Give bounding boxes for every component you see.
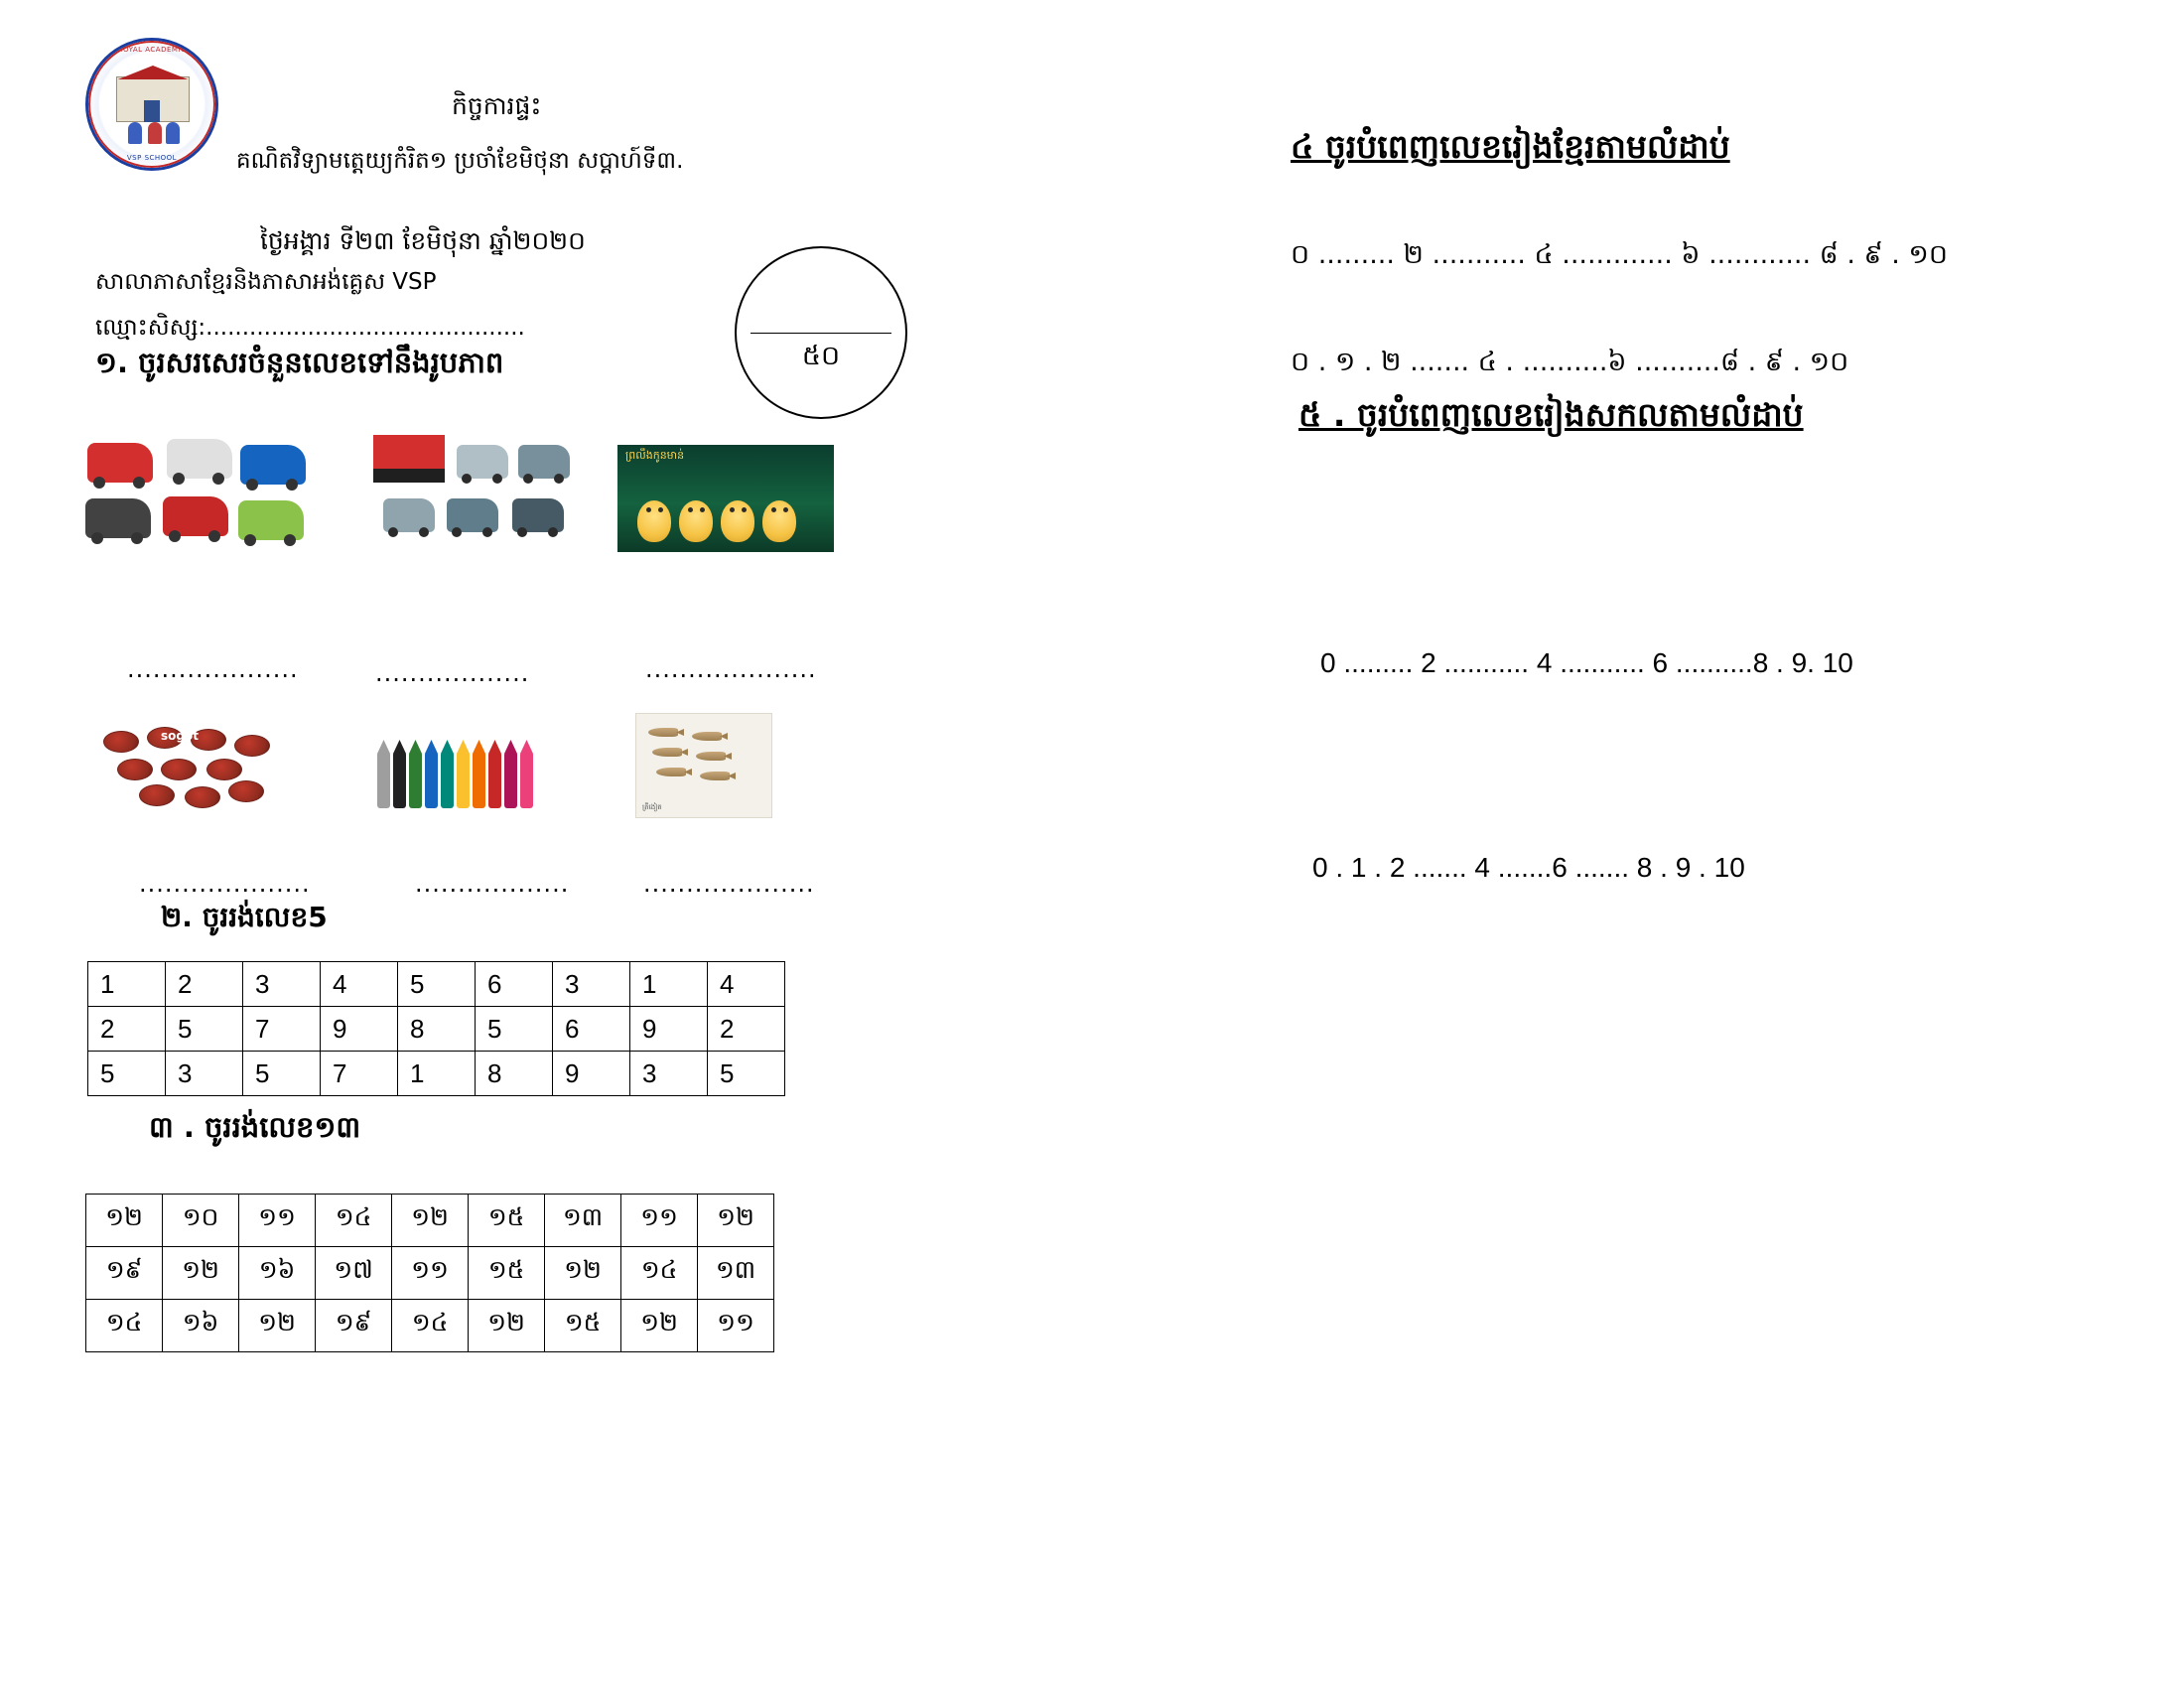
school-line: សាលាភាសាខ្មែរនិងភាសាអង់គ្លេស VSP <box>95 269 437 295</box>
cell[interactable]: 7 <box>321 1052 398 1096</box>
logo-top-text: ROYAL ACADEMIC <box>117 46 187 54</box>
cell[interactable]: 9 <box>630 1007 708 1052</box>
cell[interactable]: ១៥ <box>469 1247 545 1300</box>
cell[interactable]: ១២ <box>86 1195 163 1247</box>
chocolate-candies <box>95 725 290 814</box>
cell[interactable]: 3 <box>243 962 321 1007</box>
exercise3-title: ៣ . ចូររង់លេខ១៣ <box>149 1110 361 1144</box>
exercise2-grid <box>87 961 785 1096</box>
exercise5-title: ៥ . ចូរបំពេញលេខរៀងសកលតាមលំដាប់ <box>1298 395 1804 434</box>
answer-line-4[interactable]: .................... <box>139 870 311 898</box>
answer-line-6[interactable]: .................... <box>643 870 815 898</box>
date-line: ថ្ងៃអង្គារ ទី២៣ ខែមិថុនា ឆ្នាំ២០២០ <box>260 226 586 255</box>
cell[interactable]: ១២ <box>698 1195 774 1247</box>
table-row <box>86 1300 774 1352</box>
exercise4-title: ៤ ចូរបំពេញលេខរៀងខ្មែរតាមលំដាប់ <box>1291 127 1730 166</box>
cell[interactable]: ១១ <box>239 1195 316 1247</box>
score-badge <box>735 246 907 419</box>
table-row <box>88 962 785 1007</box>
chicks-photo-caption: ព្រលឹងកូនមាន់ <box>625 449 685 462</box>
cell[interactable]: 8 <box>398 1007 476 1052</box>
cell[interactable]: 9 <box>321 1007 398 1052</box>
cell[interactable]: 5 <box>88 1052 166 1096</box>
answer-line-2[interactable]: .................. <box>375 659 530 687</box>
cell[interactable]: 4 <box>321 962 398 1007</box>
colored-pens <box>373 719 552 816</box>
cell[interactable]: ១២ <box>469 1300 545 1352</box>
exercise3-grid <box>85 1194 774 1352</box>
table-row <box>86 1247 774 1300</box>
cell[interactable]: 2 <box>166 962 243 1007</box>
cell[interactable]: ១៩ <box>86 1247 163 1300</box>
cell[interactable]: ១២ <box>545 1247 621 1300</box>
cell[interactable]: 1 <box>398 1052 476 1096</box>
cell[interactable]: 3 <box>553 962 630 1007</box>
cell[interactable]: ១០ <box>163 1195 239 1247</box>
cell[interactable]: ១៤ <box>392 1300 469 1352</box>
cell[interactable]: ១៤ <box>621 1247 698 1300</box>
answer-line-3[interactable]: .................... <box>645 655 817 683</box>
exercise2-title: ២. ចូររង់លេខ5 <box>161 901 328 933</box>
exercise1-title: ១. ចូរសរសេរចំនួនលេខទៅនឹងរូបភាព <box>95 346 504 379</box>
candy-brand-label: sogot <box>161 729 199 743</box>
cell[interactable]: ១២ <box>239 1300 316 1352</box>
table-row <box>88 1007 785 1052</box>
fish-photo-caption: ត្រីងៀត <box>642 803 662 811</box>
cell[interactable]: 5 <box>166 1007 243 1052</box>
cell[interactable]: 5 <box>398 962 476 1007</box>
cell[interactable]: 4 <box>708 962 785 1007</box>
cell[interactable]: 7 <box>243 1007 321 1052</box>
cell[interactable]: 6 <box>476 962 553 1007</box>
exercise5-line-1[interactable]: 0 ......... 2 ........... 4 ........... 6 ..........8 . 9. 10 <box>1320 647 1853 678</box>
cell[interactable]: ១៣ <box>698 1247 774 1300</box>
answer-line-1[interactable]: .................... <box>127 655 299 683</box>
answer-line-5[interactable]: .................. <box>415 870 570 898</box>
cell[interactable]: ១៦ <box>239 1247 316 1300</box>
score-denominator: ៥០ <box>801 340 841 371</box>
cell[interactable]: ១៥ <box>545 1300 621 1352</box>
cell[interactable]: 5 <box>708 1052 785 1096</box>
cell[interactable]: 3 <box>166 1052 243 1096</box>
exercise5-line-2[interactable]: 0 . 1 . 2 ....... 4 .......6 ....... 8 . 9 . 10 <box>1312 852 1745 883</box>
cell[interactable]: ១១ <box>698 1300 774 1352</box>
cell[interactable]: ១៦ <box>163 1300 239 1352</box>
motorbikes-collage-2 <box>373 435 586 554</box>
cell[interactable]: ១២ <box>163 1247 239 1300</box>
students-icon <box>124 114 180 144</box>
cell[interactable]: 9 <box>553 1052 630 1096</box>
school-logo <box>85 38 218 171</box>
cell[interactable]: 5 <box>476 1007 553 1052</box>
logo-bottom-text: VSP SCHOOL <box>126 154 178 162</box>
cell[interactable]: 3 <box>630 1052 708 1096</box>
page-title: កិច្ចការផ្ទះ <box>452 91 542 120</box>
cell[interactable]: ១៣ <box>545 1195 621 1247</box>
cell[interactable]: 5 <box>243 1052 321 1096</box>
cell[interactable]: 1 <box>88 962 166 1007</box>
cell[interactable]: ១៥ <box>469 1195 545 1247</box>
table-row <box>88 1052 785 1096</box>
exercise4-line-1[interactable]: ០ ......... ២ ........... ៤ ............. ៦ ............ ៨ . ៩ . ១០ <box>1291 239 1948 270</box>
page-subtitle: គណិតវិទ្យាមត្តេយ្យកំរិត១ ប្រចាំខែមិថុនា សប្តាហ៍ទី៣. <box>236 148 684 174</box>
cell[interactable]: ១៧ <box>316 1247 392 1300</box>
dried-fish <box>635 713 772 818</box>
cell[interactable]: 6 <box>553 1007 630 1052</box>
student-name-field[interactable]: ឈ្មោះសិស្ស:............................................ <box>95 315 525 341</box>
fraction-bar <box>751 333 891 334</box>
cell[interactable]: 1 <box>630 962 708 1007</box>
cell[interactable]: ១៤ <box>86 1300 163 1352</box>
cell[interactable]: ១៤ <box>316 1195 392 1247</box>
chicks-photo <box>617 445 834 552</box>
motorbikes-collage-1 <box>83 437 314 554</box>
cell[interactable]: ១១ <box>392 1247 469 1300</box>
cell[interactable]: 2 <box>88 1007 166 1052</box>
cell[interactable]: ១២ <box>621 1300 698 1352</box>
cell[interactable]: 8 <box>476 1052 553 1096</box>
table-row <box>86 1195 774 1247</box>
cell[interactable]: ១១ <box>621 1195 698 1247</box>
cell[interactable]: ១២ <box>392 1195 469 1247</box>
cell[interactable]: 2 <box>708 1007 785 1052</box>
cell[interactable]: ១៩ <box>316 1300 392 1352</box>
exercise4-line-2[interactable]: ០ . ១ . ២ ....... ៤ . ..........៦ ..........៨ . ៩ . ១០ <box>1291 347 1849 377</box>
